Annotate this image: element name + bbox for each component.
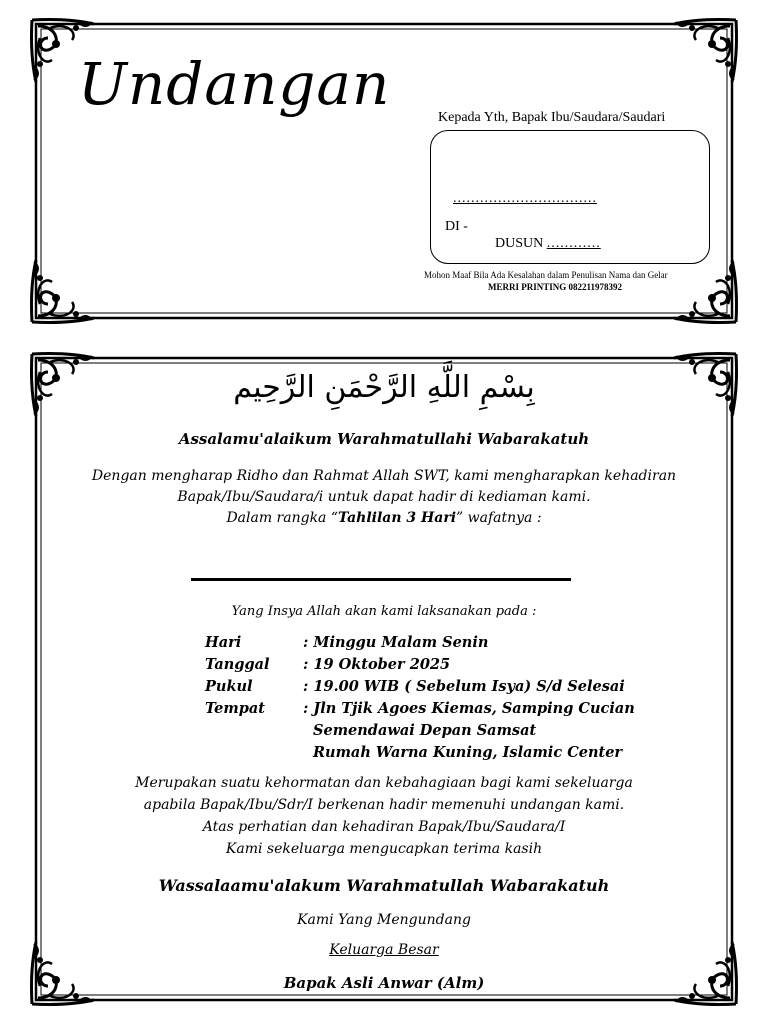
dusun-label: DUSUN — [495, 236, 544, 251]
family-label: Keluarga Besar — [329, 942, 439, 958]
farewell: Wassalaamu'alakum Warahmatullah Wabarakatuh — [158, 876, 610, 895]
detail-value: : Jln Tjik Agoes Kiemas, Samping Cucian — [303, 700, 635, 717]
detail-row — [205, 654, 635, 676]
detail-value: : 19.00 WIB ( Sebelum Isya) S/d Selesai — [303, 678, 625, 695]
printer-credit: MERRI PRINTING 082211978392 — [488, 282, 623, 292]
closing-text — [30, 772, 738, 860]
closing-line: Kami sekeluarga mengucapkan terima kasih — [225, 841, 543, 857]
ornament-corner-icon — [670, 16, 740, 86]
envelope-panel — [30, 18, 738, 324]
dusun-blank: ............ — [546, 236, 601, 251]
intro-line — [30, 508, 738, 529]
event-name: Tahlilan 3 Hari — [338, 510, 457, 526]
recipient-label: Kepada Yth, Bapak Ibu/Saudara/Saudari — [438, 110, 666, 125]
di-label: DI - — [445, 219, 468, 234]
invitation-title: Undangan — [78, 50, 391, 118]
detail-label: Pukul — [205, 678, 253, 695]
intro-line: Dengan mengharap Ridho dan Rahmat Allah SWT, kami mengharapkan kehadiran — [91, 468, 677, 484]
detail-value: : Minggu Malam Senin — [303, 634, 489, 651]
family-head: Bapak Asli Anwar (Alm) — [283, 974, 485, 992]
intro-prefix: Dalam rangka “ — [226, 510, 339, 526]
detail-row — [205, 676, 635, 698]
detail-row — [205, 632, 635, 654]
detail-label: Tempat — [205, 700, 265, 717]
address-box — [430, 130, 710, 264]
dusun-line — [495, 236, 601, 252]
schedule-intro: Yang Insya Allah akan kami laksanakan pada : — [231, 604, 537, 619]
intro-line: Bapak/Ibu/Saudara/i untuk dapat hadir di kediaman kami. — [177, 489, 591, 505]
event-details — [205, 632, 635, 764]
detail-label: Hari — [205, 634, 242, 651]
closing-line: Merupakan suatu kehormatan dan kebahagiaan bagi kami sekeluarga — [135, 775, 633, 791]
place-continuation: Semendawai Depan Samsat — [313, 722, 537, 739]
detail-value: : 19 Oktober 2025 — [303, 656, 451, 673]
ornament-corner-icon — [670, 256, 740, 326]
deceased-name-line — [191, 578, 571, 581]
greeting: Assalamu'alaikum Warahmatullahi Wabarakatuh — [178, 430, 590, 448]
detail-row — [205, 698, 635, 720]
closing-line: apabila Bapak/Ibu/Sdr/I berkenan hadir memenuhi undangan kami. — [143, 797, 625, 813]
recipient-name-blank: ................................ — [453, 191, 597, 206]
place-continuation: Rumah Warna Kuning, Islamic Center — [313, 744, 623, 761]
detail-label: Tanggal — [205, 656, 270, 673]
apology-note: Mohon Maaf Bila Ada Kesalahan dalam Penulisan Nama dan Gelar — [424, 270, 668, 280]
intro-suffix: ” wafatnya : — [456, 510, 542, 526]
intro-text — [30, 466, 738, 529]
inviter-label: Kami Yang Mengundang — [297, 912, 471, 928]
ornament-corner-icon — [28, 256, 98, 326]
closing-line: Atas perhatian dan kehadiran Bapak/Ibu/Saudara/I — [202, 819, 566, 835]
bismillah-calligraphy: بِسْمِ اللَّهِ الرَّحْمَنِ الرَّحِيم — [233, 370, 535, 405]
invitation-panel — [30, 352, 738, 1006]
